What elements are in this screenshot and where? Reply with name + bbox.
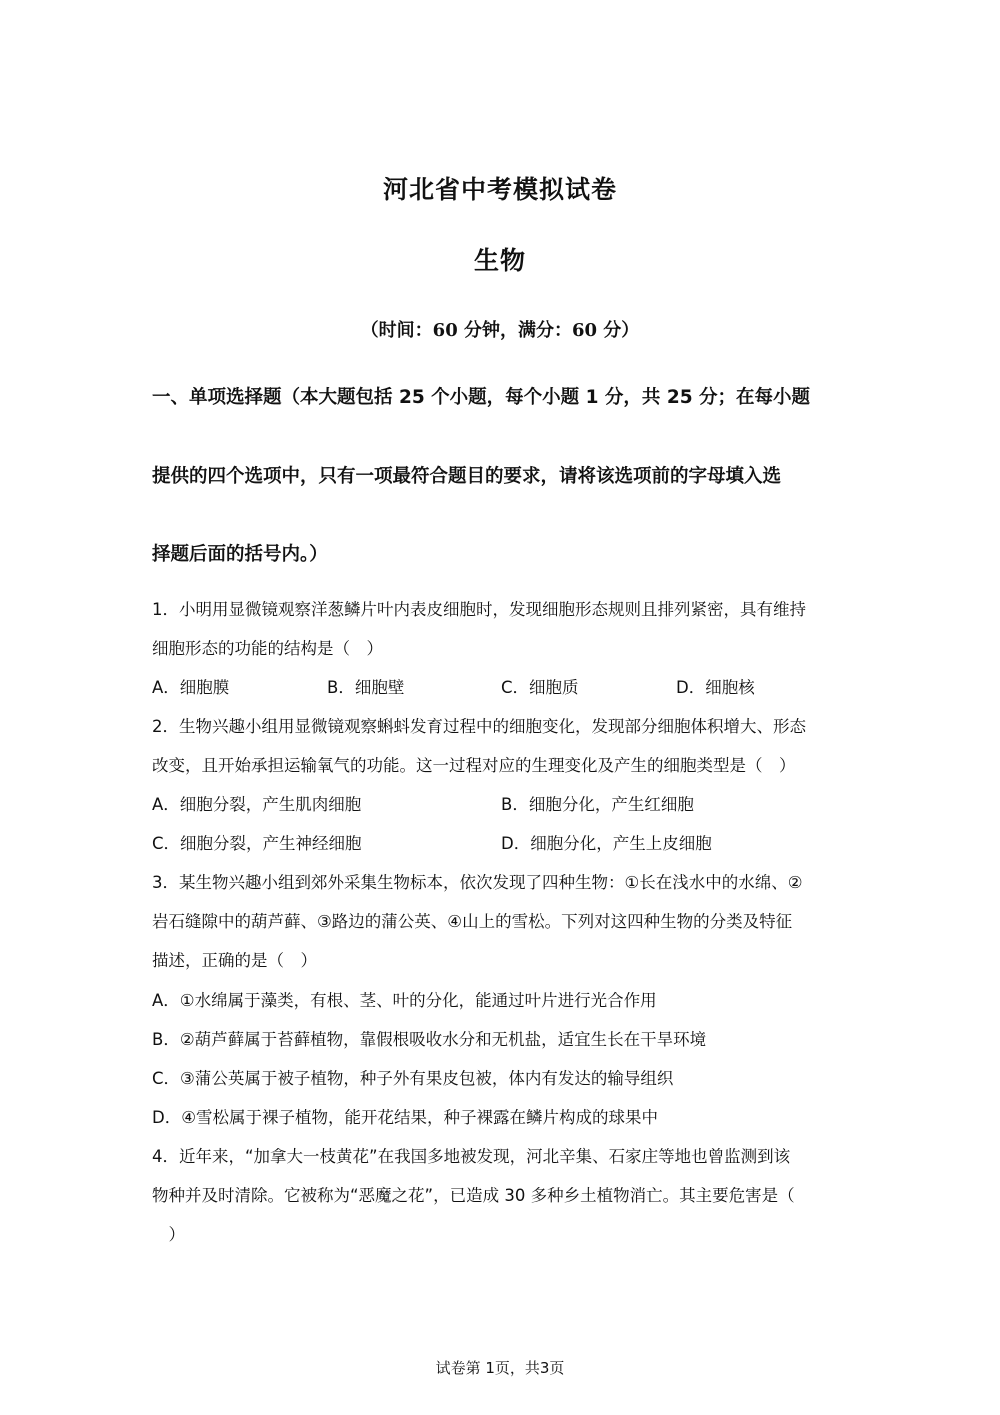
question-1-option-c: C．细胞质	[501, 678, 579, 697]
question-3-option-d: D．④雪松属于裸子植物，能开花结果，种子裸露在鳞片构成的球果中	[152, 1108, 658, 1127]
question-1-stem: 细胞形态的功能的结构是（ ）	[152, 639, 383, 658]
section-heading-line: 一、单项选择题（本大题包括 25 个小题，每个小题 1 分，共 25 分；在每小题	[152, 387, 811, 408]
question-3-option-b: B．②葫芦藓属于苔藓植物，靠假根吸收水分和无机盐，适宜生长在干旱环境	[152, 1030, 707, 1049]
question-2-option-a: A．细胞分裂，产生肌肉细胞	[152, 795, 362, 814]
time-info: （时间：60 分钟，满分：60 分）	[360, 320, 640, 341]
question-3-stem: 岩石缝隙中的葫芦藓、③路边的蒲公英、④山上的雪松。下列对这四种生物的分类及特征	[152, 912, 793, 931]
subject-title: 生物	[473, 246, 526, 275]
question-1-stem: 1．小明用显微镜观察洋葱鳞片叶内表皮细胞时，发现细胞形态规则且排列紧密，具有维持	[152, 600, 806, 619]
exam-title: 河北省中考模拟试卷	[382, 175, 617, 204]
question-1-option-b: B．细胞壁	[327, 678, 405, 697]
question-1-option-a: A．细胞膜	[152, 678, 230, 697]
question-3-stem: 3．某生物兴趣小组到郊外采集生物标本，依次发现了四种生物：①长在浅水中的水绵、②	[152, 873, 803, 892]
question-1-option-d: D．细胞核	[676, 678, 755, 697]
section-heading-line: 择题后面的括号内。）	[152, 544, 328, 565]
question-2-option-c: C．细胞分裂，产生神经细胞	[152, 834, 362, 853]
question-4-stem: 4．近年来，“加拿大一枝黄花”在我国多地被发现，河北辛集、石家庄等地也曾监测到该	[152, 1147, 791, 1166]
question-2-stem: 2．生物兴趣小组用显微镜观察蝌蚪发育过程中的细胞变化，发现部分细胞体积增大、形态	[152, 717, 806, 736]
question-3-option-c: C．③蒲公英属于被子植物，种子外有果皮包被，体内有发达的输导组织	[152, 1069, 674, 1088]
question-2-option-b: B．细胞分化，产生红细胞	[501, 795, 694, 814]
page-footer: 试卷第 1页，共3页	[435, 1359, 565, 1377]
question-2-stem: 改变，且开始承担运输氧气的功能。这一过程对应的生理变化及产生的细胞类型是（ ）	[152, 756, 796, 775]
question-4-stem: 物种并及时清除。它被称为“恶魔之花”，已造成 30 多种乡土植物消亡。其主要危害是（	[152, 1186, 795, 1205]
question-3-stem: 描述，正确的是（ ）	[152, 951, 317, 970]
question-4-stem: ）	[152, 1225, 185, 1244]
question-2-option-d: D．细胞分化，产生上皮细胞	[501, 834, 712, 853]
question-3-option-a: A．①水绵属于藻类，有根、茎、叶的分化，能通过叶片进行光合作用	[152, 991, 657, 1010]
section-heading-line: 提供的四个选项中，只有一项最符合题目的要求，请将该选项前的字母填入选	[152, 466, 782, 487]
